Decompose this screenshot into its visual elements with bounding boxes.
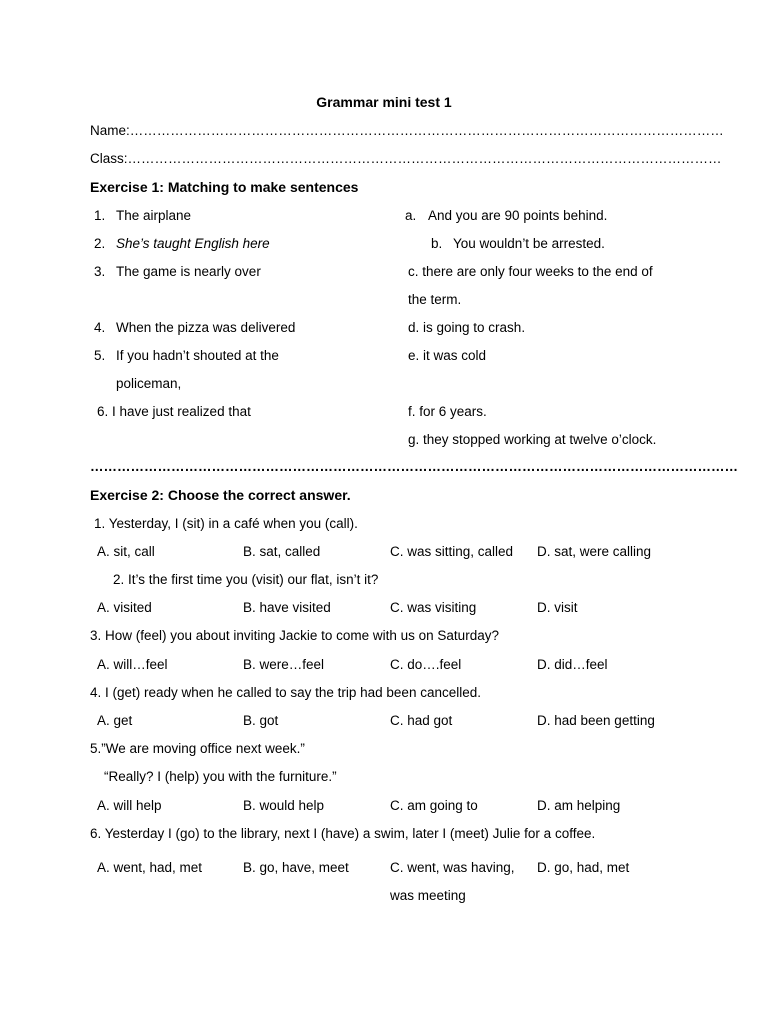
option-d: D. visit [537,600,578,615]
option-d: D. did…feel [537,657,608,672]
right-item-text: You wouldn’t be arrested. [453,236,605,251]
right-item-text: e. it was cold [408,348,487,363]
right-item-letter: b. [431,236,443,251]
right-item-text: d. is going to crash. [408,320,526,335]
exercise1-heading: Exercise 1: Matching to make sentences [90,179,359,195]
question-text-continued: “Really? I (help) you with the furniture.” [104,769,337,784]
option-c: C. am going to [390,798,478,813]
right-item-text: f. for 6 years. [408,404,487,419]
right-item-text: And you are 90 points behind. [428,208,608,223]
name-line: Name:…………………………………………………………………………………………………………………… [90,123,724,138]
option-d: D. go, had, met [537,860,630,875]
question-text: 1. Yesterday, I (sit) in a café when you (call). [94,516,358,531]
option-b: B. go, have, meet [243,860,349,875]
question-text: 3. How (feel) you about inviting Jackie to come with us on Saturday? [90,628,499,643]
option-a: A. sit, call [97,544,155,559]
right-item-text: g. they stopped working at twelve o’clock. [408,432,657,447]
option-c-continued: was meeting [390,888,466,903]
option-d: D. sat, were calling [537,544,652,559]
option-b: B. would help [243,798,325,813]
left-item-text-continued: policeman, [116,376,182,391]
option-c: C. do….feel [390,657,462,672]
option-b: B. were…feel [243,657,325,672]
option-c: C. was sitting, called [390,544,514,559]
exercise2-heading: Exercise 2: Choose the correct answer. [90,487,351,503]
question-text: 4. I (get) ready when he called to say the trip had been cancelled. [90,685,481,700]
option-d: D. had been getting [537,713,655,728]
option-d: D. am helping [537,798,621,813]
left-item-text: When the pizza was delivered [116,320,296,335]
question-text: 6. Yesterday I (go) to the library, next I (have) a swim, later I (meet) Julie for a coffee. [90,826,596,841]
page-title: Grammar mini test 1 [316,94,452,110]
left-item-num: 3. [94,264,106,279]
option-c: C. went, was having, [390,860,515,875]
question-text: 5.”We are moving office next week.” [90,741,305,756]
right-item-text: c. there are only four weeks to the end of [408,264,653,279]
left-item-text: 6. I have just realized that [97,404,251,419]
right-item-text-continued: the term. [408,292,462,307]
left-item-num: 2. [94,236,106,251]
option-a: A. will…feel [97,657,168,672]
option-a: A. get [97,713,133,728]
separator-line: ……………………………………………………………………………………………………………………………… [90,459,738,474]
left-item-num: 5. [94,348,106,363]
left-item-num: 4. [94,320,106,335]
left-item-text: The airplane [116,208,192,223]
left-item-text: The game is nearly over [116,264,261,279]
question-text: 2. It’s the first time you (visit) our flat, isn’t it? [113,572,379,587]
option-b: B. have visited [243,600,331,615]
option-a: A. will help [97,798,162,813]
option-b: B. got [243,713,279,728]
option-c: C. had got [390,713,453,728]
option-a: A. went, had, met [97,860,203,875]
option-b: B. sat, called [243,544,321,559]
option-a: A. visited [97,600,152,615]
left-item-text: She’s taught English here [116,236,270,251]
class-line: Class:…………………………………………………………………………………………………………………… [90,151,722,166]
left-item-num: 1. [94,208,106,223]
right-item-letter: a. [405,208,417,223]
option-c: C. was visiting [390,600,477,615]
left-item-text: If you hadn’t shouted at the [116,348,279,363]
